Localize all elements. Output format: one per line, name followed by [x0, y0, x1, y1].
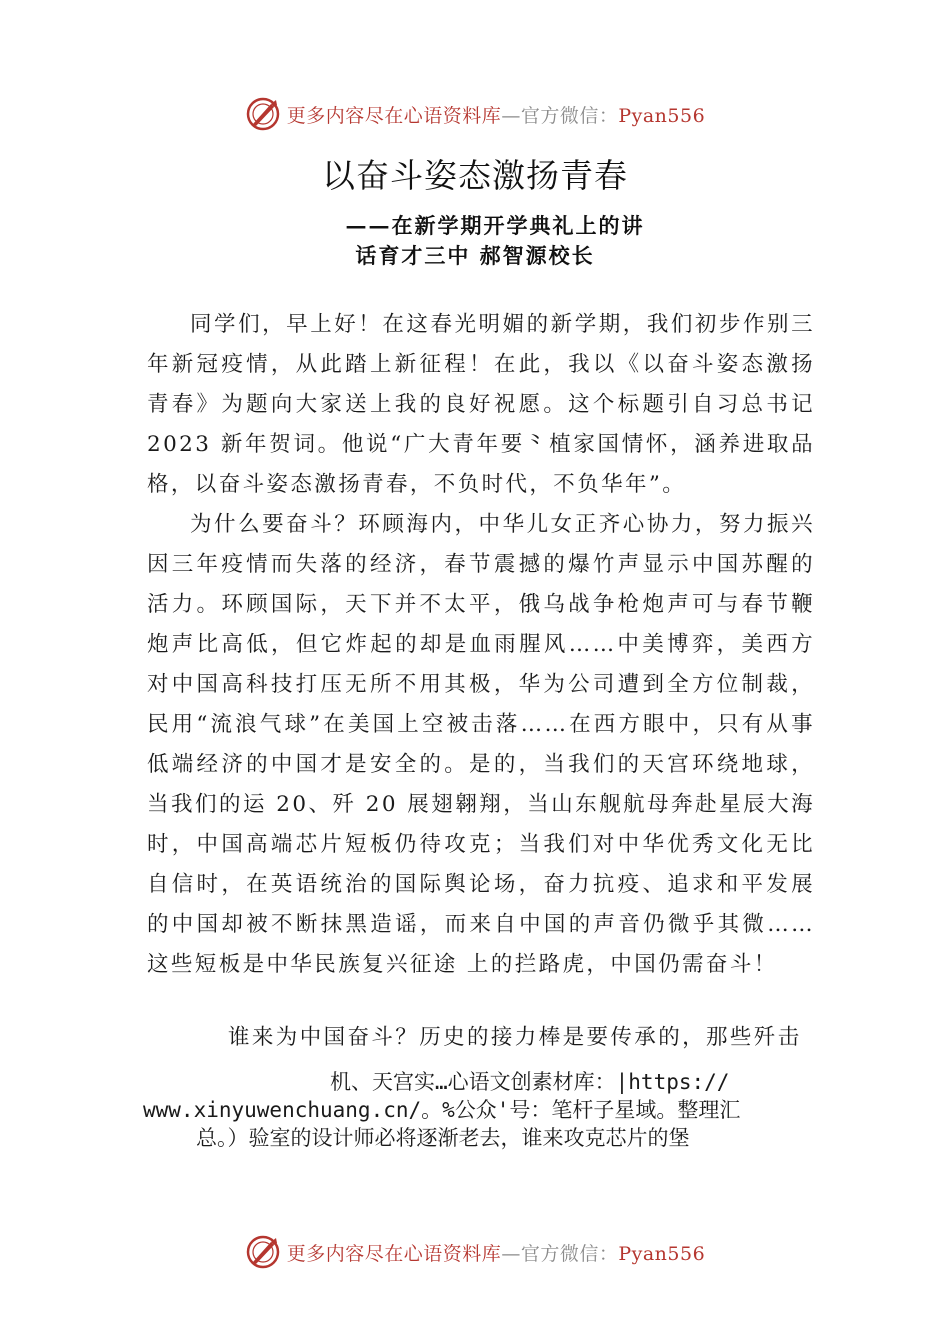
watermark-line-1: 机、天宫实…心语文创素材库：|https:// [330, 1070, 730, 1094]
article-body [147, 305, 815, 985]
quill-pen-seal-icon [245, 96, 281, 132]
footer-banner [0, 1230, 950, 1274]
banner-wechat-id: Pyan556 [618, 104, 706, 127]
banner-text [287, 1239, 705, 1266]
paragraph-3: 谁来为中国奋斗？历史的接力棒是要传承的，那些歼击 [228, 1025, 802, 1050]
subtitle-line-2: 话育才三中 郝智源校长 [355, 243, 595, 268]
watermark-line-3: 总。）验室的设计师必将逐渐老去，谁来攻克芯片的堡 [196, 1126, 690, 1150]
quill-pen-seal-icon [245, 1234, 281, 1270]
banner-wechat-label: —官方微信： [501, 104, 619, 127]
banner-text [287, 101, 705, 128]
paragraph-2: 为什么要奋斗？环顾海内，中华儿女正齐心协力，努力振兴因三年疫情而失落的经济，春节震撼的爆竹声显示中国苏醒的活力。环顾国际，天下并不太平，俄乌战争枪炮声可与春节鞭炮声比高低，但它炸起的却是血雨腥风……中美博弈，美西方对中国高科技打压无所不用其极，华为公司遭到全方位制裁，民用“流浪气球”在美国上空被击落……在西方眼中，只有从事低端经济的中国才是安全的。是的，当我们的天宫环绕地球，当我们的运 20、歼 20 展翅翱翔，当山东舰航母奔赴星辰大海时，中国高端芯片短板仍待攻克；当我们对中华优秀文化无比自信时，在英语统治的国际舆论场，奋力抗疫、追求和平发展的中国却被不断抹黑造谣，而来自中国的声音仍微乎其微……这些短板是中华民族复兴征途 上的拦路虎，中国仍需奋斗！ [147, 512, 815, 977]
paragraph-1: 同学们，早上好！在这春光明媚的新学期，我们初步作别三年新冠疫情，从此踏上新征程！在此，我以《以奋斗姿态激扬青春》为题向大家送上我的良好祝愿。这个标题引自习总书记 2023 新年贺词。他说“广大青年要⺀植家国情怀，涵养进取品格，以奋斗姿态激扬青春，不负时代，不负华年”。 [147, 312, 815, 497]
subtitle-line-1: ——在新学期开学典礼上的讲 [345, 213, 645, 238]
banner-wechat-id: Pyan556 [618, 1242, 706, 1265]
header-banner [0, 92, 950, 136]
banner-wechat-label: —官方微信： [501, 1242, 619, 1265]
banner-brand: 更多内容尽在心语资料库 [286, 1242, 502, 1265]
page-title: 以奋斗姿态激扬青春 [322, 156, 628, 195]
watermark-line-2: www.xinyuwenchuang.cn/。%公众'号：笔杆子星域。整理汇 [143, 1098, 741, 1122]
banner-brand: 更多内容尽在心语资料库 [286, 104, 502, 127]
